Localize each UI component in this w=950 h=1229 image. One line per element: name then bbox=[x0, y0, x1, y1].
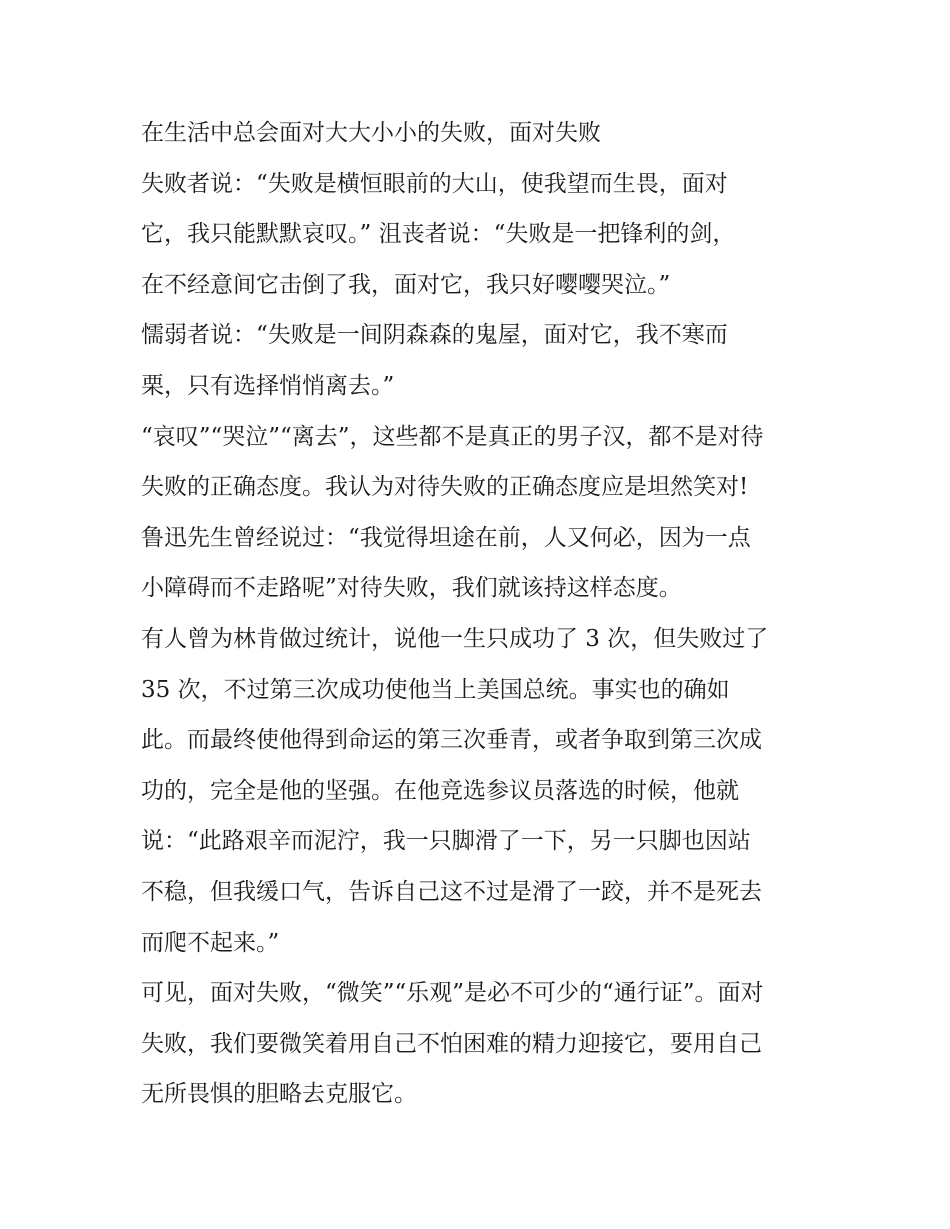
text-line: 栗，只有选择悄悄离去。” bbox=[141, 372, 395, 399]
text-line: 而爬不起来。” bbox=[141, 929, 280, 956]
text-line: 有人曾为林肯做过统计，说他一生只成功了 3 次，但失败过了 bbox=[141, 625, 769, 652]
text-line: 鲁迅先生曾经说过：“我觉得坦途在前，人又何必，因为一点 bbox=[141, 524, 751, 551]
text-line: 35 次，不过第三次成功使他当上美国总统。事实也的确如 bbox=[141, 676, 730, 703]
text-line: 懦弱者说：“失败是一间阴森森的鬼屋，面对它，我不寒而 bbox=[141, 322, 728, 349]
text-line: 在不经意间它击倒了我，面对它，我只好嘤嘤哭泣。” bbox=[141, 271, 671, 298]
text-line: 功的，完全是他的坚强。在他竞选参议员落选的时候，他就 bbox=[141, 777, 739, 804]
text-line: 失败者说：“失败是横恒眼前的大山，使我望而生畏，面对 bbox=[141, 170, 728, 197]
text-line: 它，我只能默默哀叹。” 沮丧者说：“失败是一把锋利的剑， bbox=[141, 221, 736, 248]
text-line: 无所畏惧的胆略去克服它。 bbox=[141, 1081, 417, 1108]
text-line: 在生活中总会面对大大小小的失败，面对失败 bbox=[141, 120, 601, 146]
text-line: 失败的正确态度。我认为对待失败的正确态度应是坦然笑对! bbox=[141, 474, 749, 501]
text-line: “哀叹”“哭泣”“离去”，这些都不是真正的男子汉，都不是对待 bbox=[141, 423, 764, 450]
text-line: 失败，我们要微笑着用自己不怕困难的精力迎接它，要用自己 bbox=[141, 1030, 762, 1057]
text-line: 可见，面对失败，“微笑”“乐观”是必不可少的“通行证”。面对 bbox=[141, 980, 764, 1007]
text-line: 不稳，但我缓口气，告诉自己这不过是滑了一跤，并不是死去 bbox=[141, 878, 762, 905]
essay-text bbox=[141, 108, 831, 1120]
text-line: 小障碍而不走路呢”对待失败，我们就该持这样态度。 bbox=[141, 575, 682, 602]
text-line: 说：“此路艰辛而泥泞，我一只脚滑了一下，另一只脚也因站 bbox=[141, 828, 751, 855]
text-line: 此。而最终使他得到命运的第三次垂青，或者争取到第三次成 bbox=[141, 727, 762, 754]
